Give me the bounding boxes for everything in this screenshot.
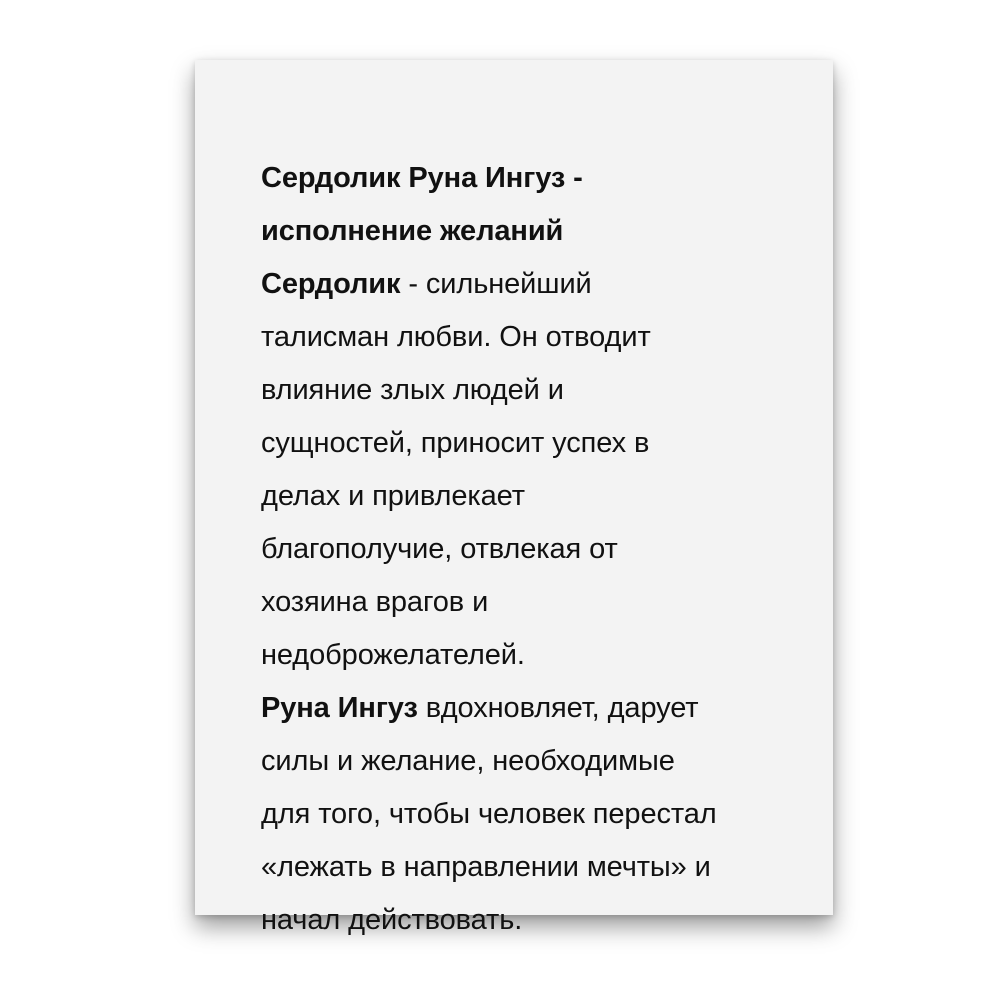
paragraph-2-line-2: силы и желание, необходимые bbox=[261, 745, 675, 777]
paragraph-1-line-7: хозяина врагов и bbox=[261, 586, 489, 618]
paragraph-1-line-6: благополучие, отвлекая от bbox=[261, 533, 618, 565]
paragraph-2-line-1 bbox=[261, 682, 793, 735]
carnelian-lead: Сердолик bbox=[261, 268, 401, 300]
paragraph-2-line-3: для того, чтобы человек перестал bbox=[261, 798, 717, 830]
paragraph-1-line-1 bbox=[261, 258, 793, 311]
paragraph-1-line-3: влияние злых людей и bbox=[261, 374, 564, 406]
paragraph-1-line-4: сущностей, приносит успех в bbox=[261, 427, 650, 459]
title-line-1: Сердолик Руна Ингуз - bbox=[261, 162, 583, 194]
rune-lead: Руна Ингуз bbox=[261, 692, 418, 724]
paragraph-1-line-8: недоброжелателей. bbox=[261, 639, 525, 671]
paragraph-2-line-1-rest: вдохновляет, дарует bbox=[417, 692, 699, 724]
paragraph-2-line-5: начал действовать. bbox=[261, 904, 523, 936]
paragraph-2-line-4: «лежать в направлении мечты» и bbox=[261, 851, 711, 883]
title-line-2: исполнение желаний bbox=[261, 215, 564, 247]
paragraph-1-line-1-rest: - сильнейший bbox=[400, 268, 592, 300]
text-card bbox=[195, 60, 833, 936]
paragraph-1-line-5: делах и привлекает bbox=[261, 480, 525, 512]
paragraph-1-line-2: талисман любви. Он отводит bbox=[261, 321, 651, 353]
card-text bbox=[261, 152, 793, 947]
